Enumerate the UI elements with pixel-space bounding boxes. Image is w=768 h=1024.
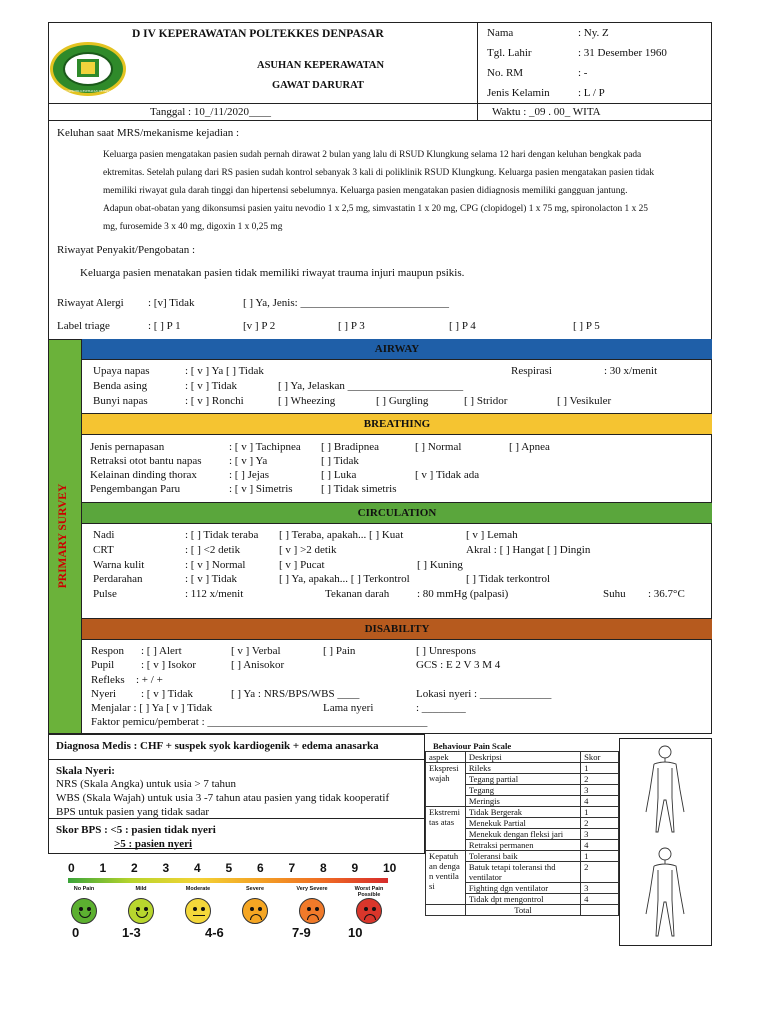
patient-sex-label: Jenis Kelamin (487, 87, 550, 99)
airway-bunyi-wheezing: [ ] Wheezing (278, 395, 336, 407)
wbs-range: 0 (72, 925, 80, 940)
patient-rm-label: No. RM (487, 67, 524, 79)
bps-skor: 4 (581, 840, 619, 851)
airway-respirasi-label: Respirasi (511, 365, 552, 377)
airway-bunyi-stridor: [ ] Stridor (464, 395, 508, 407)
tanggal: Tanggal : 10_/11/2020____ (150, 106, 272, 118)
skala-wbs: WBS (Skala Wajah) untuk usia 3 -7 tahun atau pasien yang tidak kooperatif (56, 792, 390, 804)
wbs-label: Moderate (185, 886, 211, 892)
circ-td-label: Tekanan darah (325, 588, 390, 600)
waktu: Waktu : _09 . 00_ WITA (492, 106, 601, 118)
riwayat-title: Riwayat Penyakit/Pengobatan : (57, 244, 196, 256)
bps-total-row (426, 905, 619, 916)
dis-respon-pain: [ ] Pain (323, 645, 356, 657)
airway-bunyi-gurgling: [ ] Gurgling (376, 395, 429, 407)
alergi-option-ya: [ ] Ya, Jenis: ___________________________ (243, 297, 449, 309)
bps-aspek: Ekstremitas atas (426, 807, 466, 851)
patient-rm-value: : - (578, 67, 588, 79)
circ-nadi-label: Nadi (93, 529, 115, 541)
wbs-number: 3 (162, 861, 170, 875)
circ-perdarahan-b: [ ] Ya, apakah... [ ] Terkontrol (279, 573, 410, 585)
breathing-retraksi-ya: : [ v ] Ya (229, 455, 268, 467)
body-back-figure (646, 848, 684, 936)
bps-deskripsi: Menekuk Partial (465, 818, 580, 829)
keluhan-text (103, 146, 703, 236)
circ-suhu-label: Suhu (603, 588, 626, 600)
airway-upaya-label: Upaya napas (93, 365, 150, 377)
wbs-label: Mild (135, 886, 147, 892)
bps-deskripsi: Tidak dpt mengontrol (465, 894, 580, 905)
keluhan-line-3: memiliki riwayat gula darah tinggi dan hipertensi sebelumnya. Keluarga pasien mengatakan pasien didiagnosis memiliki gangguan jantung. (103, 186, 628, 196)
wbs-label: Worst Pain Possible (354, 886, 384, 898)
dis-lama-nyeri-value: : ________ (416, 702, 466, 714)
patient-name-label: Nama (487, 27, 514, 39)
circ-perdarahan-label: Perdarahan (93, 573, 143, 585)
dis-respon-label: Respon (91, 645, 124, 657)
wbs-range: 7-9 (292, 925, 311, 940)
dis-respon-alert: : [ ] Alert (141, 645, 182, 657)
dis-pupil-label: Pupil (91, 659, 115, 671)
triage-label: Label triage (57, 320, 110, 332)
bps-head-cell: aspek (426, 752, 466, 763)
keluhan-line-1: Keluarga pasien mengatakan pasien sudah pernah dirawat 2 bulan yang lalu di RSUD Klungkung selama 12 hari dengan keluhan bengkak pada (103, 150, 642, 160)
breathing-paru-simetris: : [ v ] Simetris (229, 483, 293, 495)
circ-akral: Akral : [ ] Hangat [ ] Dingin (466, 544, 591, 556)
bps-deskripsi: Menekuk dengan fleksi jari (465, 829, 580, 840)
bps-head-cell: Deskripsi (465, 752, 580, 763)
bps-deskripsi: Tidak Bergerak (465, 807, 580, 818)
bps-skor: 3 (581, 785, 619, 796)
alergi-option-tidak: : [v] Tidak (148, 297, 195, 309)
riwayat-text: Keluarga pasien menatakan pasien tidak memiliki riwayat trauma injuri maupun psikis. (80, 267, 465, 279)
wbs-label: No Pain (73, 886, 95, 892)
circ-kulit-a: : [ v ] Normal (185, 559, 246, 571)
diagnosa-medis: Diagnosa Medis : CHF + suspek syok kardiogenik + edema anasarka (56, 740, 379, 752)
triage-p5: [ ] P 5 (573, 320, 600, 332)
body-front-figure (646, 746, 684, 832)
primary-survey-label: PRIMARY SURVEY (57, 483, 69, 589)
date-row (48, 103, 712, 121)
alergi-label: Riwayat Alergi (57, 297, 124, 309)
bps-skor: 3 (581, 883, 619, 894)
bps-skor: 2 (581, 774, 619, 785)
patient-dob-label: Tgl. Lahir (487, 47, 532, 59)
airway-benda-value: : [ v ] Tidak (185, 380, 237, 392)
bps-skor: 4 (581, 894, 619, 905)
bps-deskripsi: Batuk tetapi toleransi thd ventilator (465, 862, 580, 883)
wbs-number: 9 (351, 861, 359, 875)
bps-skor: 2 (581, 818, 619, 829)
wbs-number: 5 (225, 861, 233, 875)
circ-nadi-c: [ v ] Lemah (466, 529, 518, 541)
dis-menjalar: Menjalar : [ ] Ya [ v ] Tidak (91, 702, 213, 714)
wbs-face-icon (128, 898, 154, 924)
wbs-range: 1-3 (122, 925, 141, 940)
breathing-jenis-tachipnea: : [ v ] Tachipnea (229, 441, 301, 453)
dis-nyeri-ya: [ ] Ya : NRS/BPS/WBS ____ (231, 688, 360, 700)
breathing-jenis-normal: [ ] Normal (415, 441, 462, 453)
breathing-retraksi-tidak: [ ] Tidak (321, 455, 359, 467)
wbs-number: 2 (131, 861, 138, 875)
triage-p3: [ ] P 3 (338, 320, 365, 332)
wbs-number: 1 (99, 861, 107, 875)
bps-row (426, 763, 619, 774)
patient-sex-value: : L / P (578, 87, 605, 99)
patient-dob-value: : 31 Desember 1960 (578, 47, 667, 59)
breathing-retraksi-label: Retraksi otot bantu napas (90, 455, 202, 467)
bps-skor: 1 (581, 763, 619, 774)
wbs-number: 8 (320, 861, 327, 875)
circ-nadi-b: [ ] Teraba, apakah... [ ] Kuat (279, 529, 404, 541)
wbs-label: Severe (245, 886, 265, 892)
wbs-face-icon (242, 898, 268, 924)
triage-p4: [ ] P 4 (449, 320, 476, 332)
circ-crt-b: [ v ] >2 detik (279, 544, 337, 556)
airway-bunyi-label: Bunyi napas (93, 395, 148, 407)
dis-pupil-anisokor: [ ] Anisokor (231, 659, 285, 671)
wbs-number: 7 (288, 861, 296, 875)
airway-bunyi-vesikuler: [ ] Vesikuler (557, 395, 612, 407)
circ-nadi-a: : [ ] Tidak teraba (185, 529, 259, 541)
circ-pulse-value: : 112 x/menit (185, 588, 244, 600)
bps-row (426, 851, 619, 862)
bps-title: Behaviour Pain Scale (433, 741, 512, 751)
wbs-ranges (60, 926, 420, 940)
wbs-number: 6 (257, 861, 264, 875)
dis-nyeri-label: Nyeri (91, 688, 117, 700)
skor-bps-line1: Skor BPS : <5 : pasien tidak nyeri (56, 824, 216, 836)
circ-kulit-c: [ ] Kuning (417, 559, 463, 571)
wbs-face-icon (356, 898, 382, 924)
circ-pulse-label: Pulse (93, 588, 117, 600)
dis-respon-unrespons: [ ] Unrespons (416, 645, 476, 657)
bps-skor: 3 (581, 829, 619, 840)
breathing-kelainan-luka: [ ] Luka (321, 469, 357, 481)
bps-deskripsi: Tegang partial (465, 774, 580, 785)
keluhan-line-4: Adapun obat-obatan yang dikonsumsi pasien yaitu nevodio 1 x 2,5 mg, simvastatin 1 x 20 mg, CPG (clopidogel) 1 x 75 mg, spironolacton 1 x 25 (103, 204, 648, 214)
wbs-face-icon (185, 898, 211, 924)
bps-skor: 2 (581, 862, 619, 883)
form-title-2: GAWAT DARURAT (272, 80, 364, 91)
skala-bps: BPS untuk pasien yang tidak sadar (56, 806, 210, 818)
bps-row (426, 807, 619, 818)
wbs-number: 4 (194, 861, 201, 875)
disability-header: DISABILITY (82, 619, 712, 639)
triage-p1: : [ ] P 1 (148, 320, 181, 332)
breathing-jenis-apnea: [ ] Apnea (509, 441, 550, 453)
dis-lama-nyeri-label: Lama nyeri (323, 702, 374, 714)
circulation-header: CIRCULATION (82, 503, 712, 523)
patient-name-value: : Ny. Z (578, 27, 609, 39)
bps-deskripsi: Tegang (465, 785, 580, 796)
bps-deskripsi: Rileks (465, 763, 580, 774)
institution-logo (50, 42, 126, 96)
dis-respon-verbal: [ v ] Verbal (231, 645, 281, 657)
wbs-label: Very Severe (296, 886, 328, 892)
bps-total: Total (465, 905, 580, 916)
airway-bunyi-ronchi: : [ v ] Ronchi (185, 395, 244, 407)
bps-skor: 4 (581, 796, 619, 807)
circ-perdarahan-a: : [ v ] Tidak (185, 573, 237, 585)
breathing-kelainan-jejas: : [ ] Jejas (229, 469, 270, 481)
breathing-jenis-label: Jenis pernapasan (90, 441, 165, 453)
bps-aspek: Kepatuhan dengan ventilasi (426, 851, 466, 905)
triage-p2: [v ] P 2 (243, 320, 276, 332)
bps-deskripsi: Toleransi baik (465, 851, 580, 862)
breathing-kelainan-label: Kelainan dinding thorax (90, 469, 197, 481)
breathing-paru-label: Pengembangan Paru (90, 483, 181, 495)
breathing-header: BREATHING (82, 414, 712, 434)
circ-crt-label: CRT (93, 544, 114, 556)
wbs-numbers (60, 862, 420, 876)
wbs-faces (60, 896, 420, 926)
logo-text: POLITEKNIK KESEHATAN DENPASAR (61, 89, 115, 93)
breathing-jenis-bradipnea: [ ] Bradipnea (321, 441, 380, 453)
skor-bps-line2: >5 : pasien nyeri (114, 838, 193, 850)
bps-head-cell: Skor (581, 752, 619, 763)
bps-table (425, 751, 619, 916)
wbs-pain-scale (60, 862, 420, 942)
body-diagram (620, 740, 710, 944)
circ-crt-a: : [ ] <2 detik (185, 544, 241, 556)
bps-deskripsi: Fighting dgn ventilator (465, 883, 580, 894)
circ-suhu-value: : 36.7°C (648, 588, 685, 600)
dis-pupil-isokor: : [ v ] Isokor (141, 659, 196, 671)
bps-header-row (426, 752, 619, 763)
wbs-range: 4-6 (205, 925, 224, 940)
circ-kulit-label: Warna kulit (93, 559, 145, 571)
breathing-paru-tidak-simetris: [ ] Tidak simetris (321, 483, 397, 495)
bps-deskripsi: Retraksi permanen (465, 840, 580, 851)
wbs-color-bar (68, 878, 388, 883)
wbs-number: 10 (383, 861, 397, 875)
wbs-number: 0 (68, 861, 75, 875)
institution-name: D IV KEPERAWATAN POLTEKKES DENPASAR (132, 28, 384, 40)
airway-upaya-value: : [ v ] Ya [ ] Tidak (185, 365, 264, 377)
dis-faktor-pemicu: Faktor pemicu/pemberat : ________________________________________ (91, 716, 428, 728)
bps-skor: 1 (581, 807, 619, 818)
keluhan-line-5: mg, furosemide 3 x 40 mg, digoxin 1 x 0,25 mg (103, 222, 283, 232)
airway-respirasi-value: : 30 x/menit (604, 365, 658, 377)
circ-perdarahan-c: [ ] Tidak terkontrol (466, 573, 551, 585)
dis-refleks-value: : + / + (136, 674, 163, 686)
circ-td-value: : 80 mmHg (palpasi) (417, 588, 509, 600)
wbs-range: 10 (348, 925, 363, 940)
keluhan-line-2: ektremitas. Setelah pulang dari RS pasien sudah kontrol sebanyak 3 kali di poliklinik RSUD Klungkung. Keluarga pasien mengatakan pasien tidak (103, 168, 655, 178)
skala-nrs: NRS (Skala Angka) untuk usia > 7 tahun (56, 778, 237, 790)
skala-title: Skala Nyeri: (56, 765, 115, 777)
form-title-1: ASUHAN KEPERAWATAN (257, 60, 385, 71)
keluhan-title: Keluhan saat MRS/mekanisme kejadian : (57, 127, 240, 139)
circ-kulit-b: [ v ] Pucat (279, 559, 325, 571)
bps-skor: 1 (581, 851, 619, 862)
breathing-kelainan-tidak-ada: [ v ] Tidak ada (415, 469, 480, 481)
airway-benda-label: Benda asing (93, 380, 148, 392)
wbs-face-icon (71, 898, 97, 924)
dis-lokasi-nyeri: Lokasi nyeri : _____________ (416, 688, 552, 700)
dis-nyeri-tidak: : [ v ] Tidak (141, 688, 193, 700)
dis-refleks-label: Refleks (91, 674, 125, 686)
bps-deskripsi: Meringis (465, 796, 580, 807)
airway-header: AIRWAY (82, 339, 712, 359)
airway-benda-ya: [ ] Ya, Jelaskan _____________________ (278, 380, 464, 392)
bps-aspek: Ekspresi wajah (426, 763, 466, 807)
wbs-face-icon (299, 898, 325, 924)
dis-gcs: GCS : E 2 V 3 M 4 (416, 659, 501, 671)
